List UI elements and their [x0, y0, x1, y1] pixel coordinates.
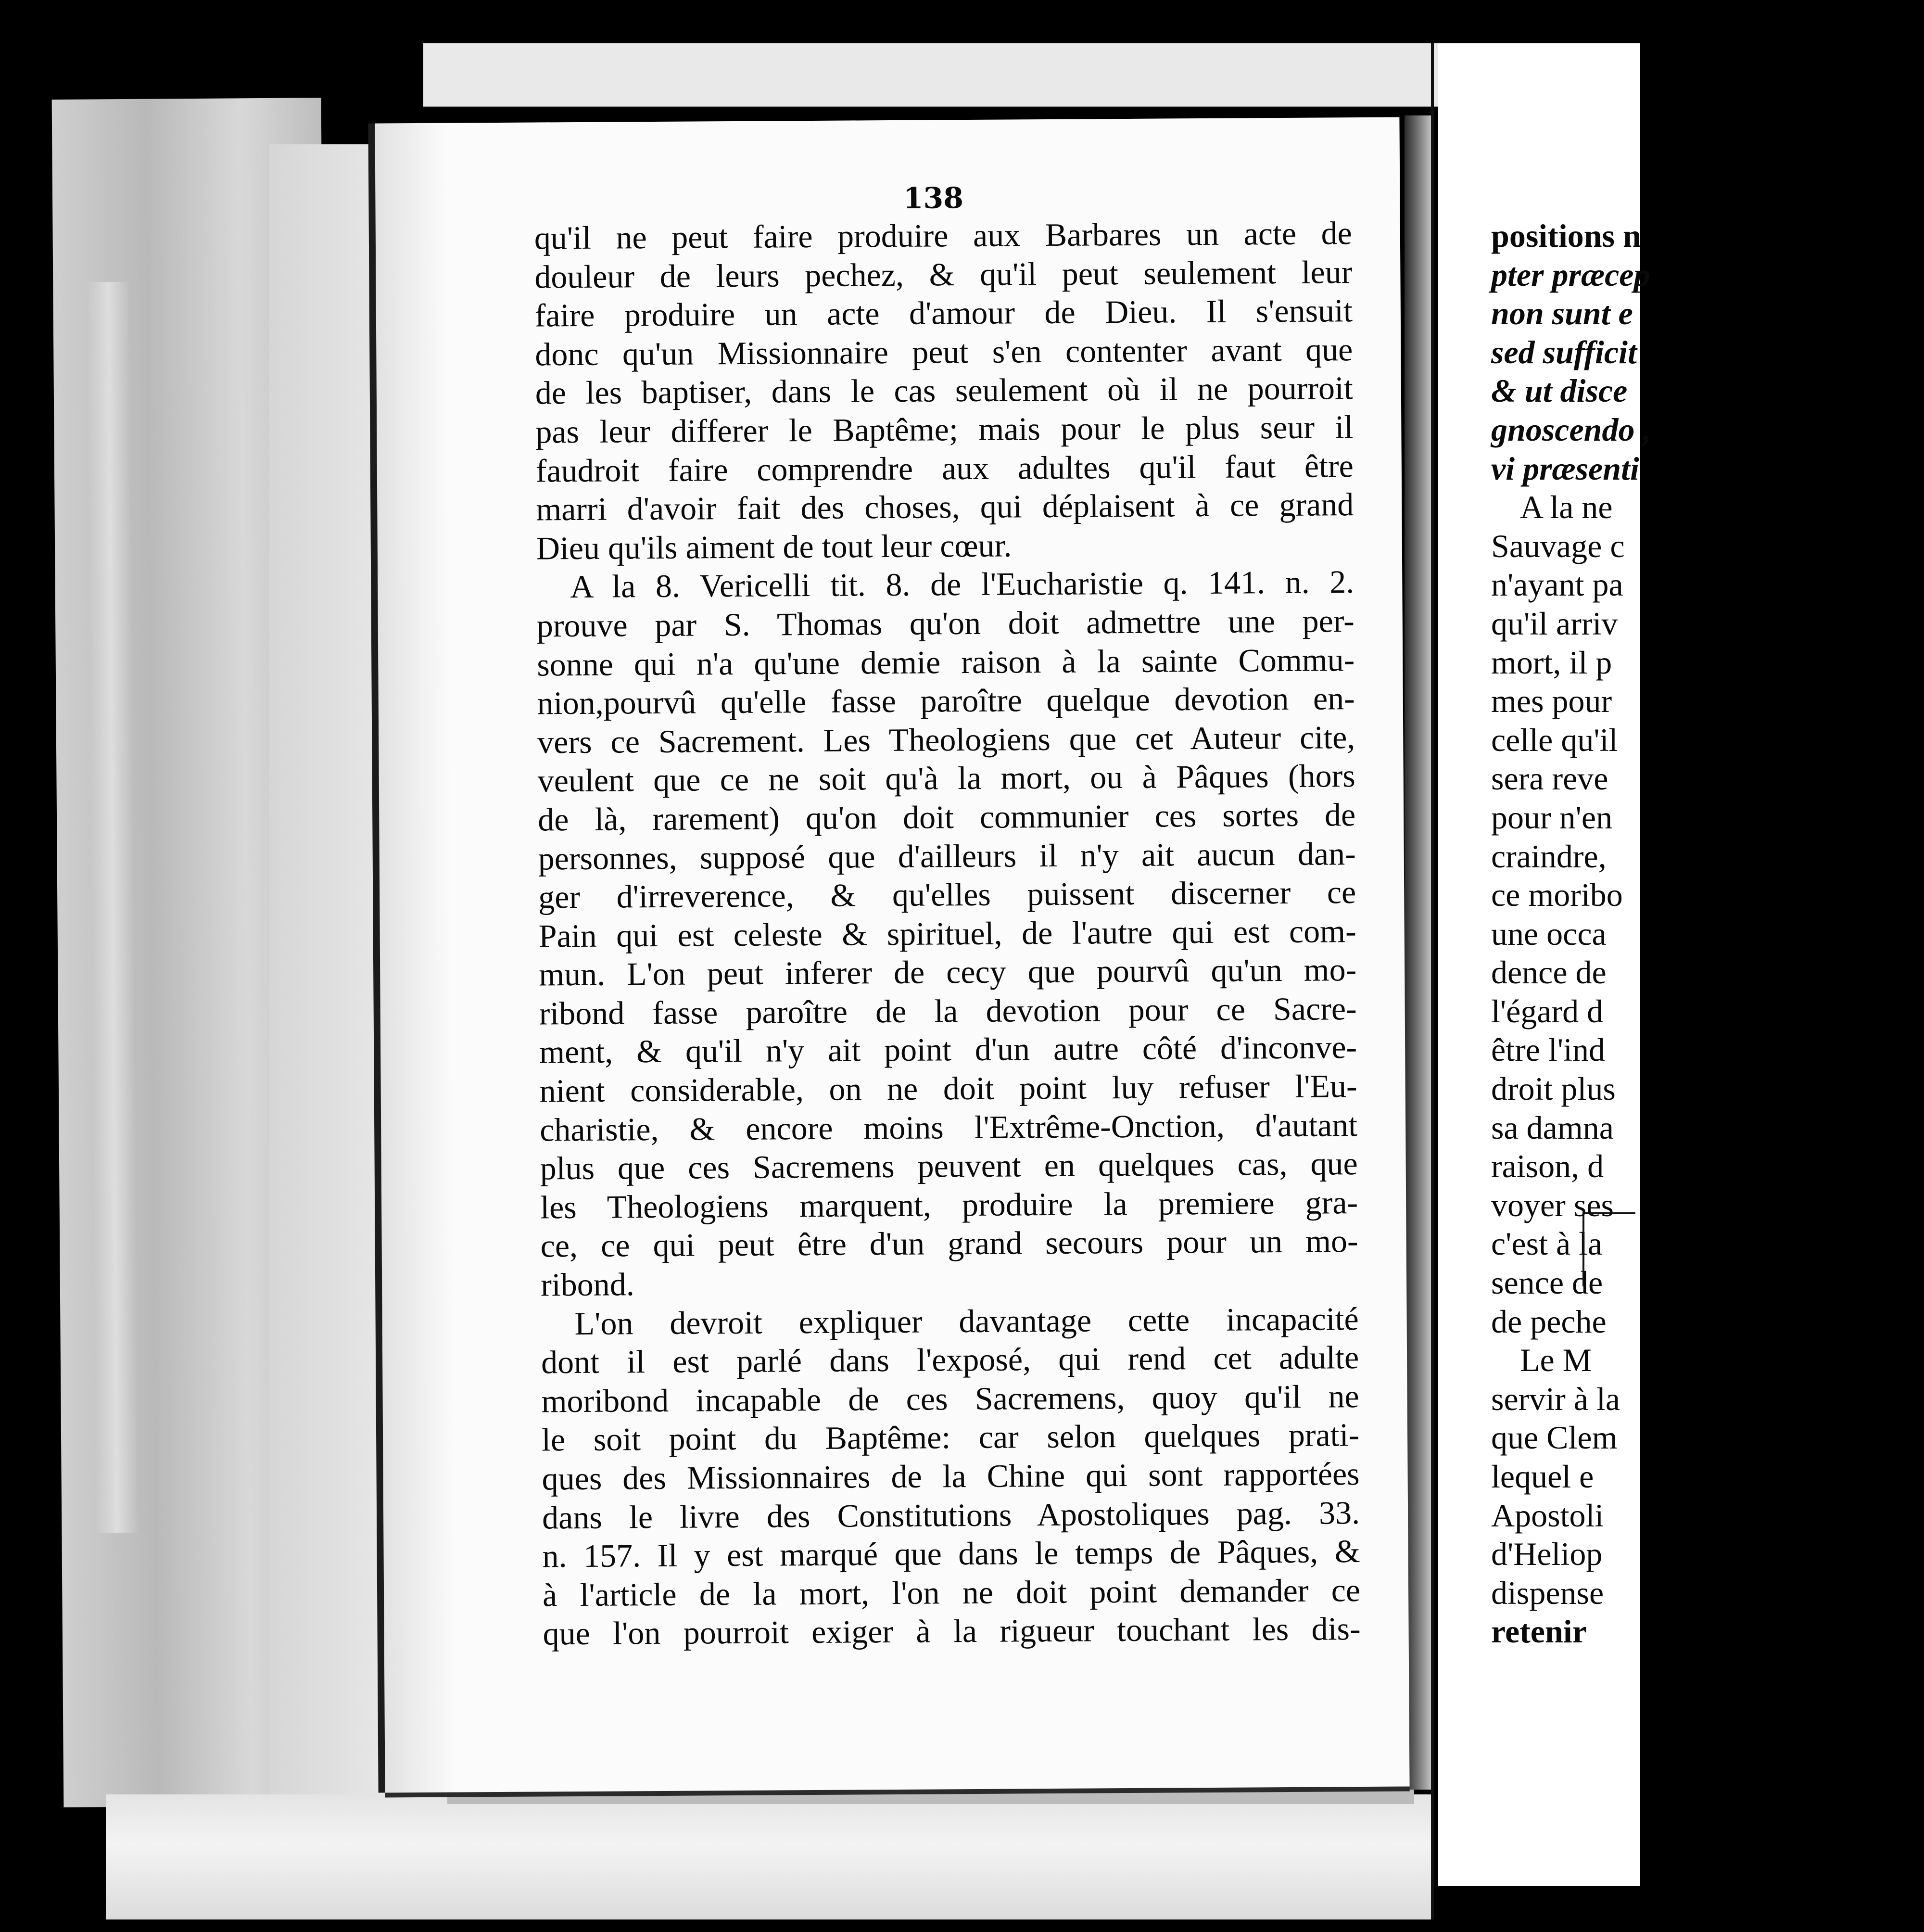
facing-text-line: Sauvage c — [1491, 527, 1625, 564]
facing-text-line: Le M — [1520, 1342, 1592, 1379]
text-line: L'on devroit expliquer davantage cette incapacité — [574, 1300, 1359, 1342]
text-line: plus que ces Sacremens peuvent en quelques cas, que — [540, 1145, 1358, 1187]
facing-text-line: non sunt e — [1491, 295, 1633, 332]
text-line: vers ce Sacrement. Les Theologiens que cet Auteur cite, — [537, 718, 1355, 761]
text-line: ce, ce qui peut être d'un grand secours pour un mo- — [540, 1222, 1358, 1264]
facing-page-fragment — [1443, 120, 1651, 1790]
text-line: pas leur differer le Baptême; mais pour le plus seur il — [535, 408, 1354, 450]
text-line: A la 8. Vericelli tit. 8. de l'Eucharistie q. 141. n. 2. — [570, 563, 1354, 605]
text-line: de les baptiser, dans le cas seulement où il ne pourroit — [535, 369, 1354, 411]
text-line: veulent que ce ne soit qu'à la mort, ou à Pâques (hors — [537, 757, 1355, 799]
facing-text-line: droit plus — [1491, 1070, 1616, 1107]
text-line: les Theologiens marquent, produire la premiere gra- — [540, 1183, 1358, 1226]
facing-text-line: vi præsenti — [1491, 450, 1639, 487]
facing-text-line: une occa — [1491, 915, 1607, 952]
text-line: le soit point du Baptême: car selon quelques prati- — [541, 1416, 1360, 1458]
text-line: dans le livre des Constitutions Apostoliques pag. 33. — [542, 1494, 1360, 1536]
facing-text-line: celle qu'il — [1491, 721, 1618, 758]
facing-text-line: sed sufficit — [1491, 333, 1637, 370]
facing-text-line: craindre, — [1491, 838, 1607, 875]
facing-text-line: l'égard d — [1491, 992, 1604, 1030]
text-line: ribond fasse paroître de la devotion pour ce Sacre- — [539, 990, 1357, 1032]
facing-text-line: pter præcep — [1491, 256, 1650, 293]
facing-text-line: servir à la — [1491, 1380, 1620, 1417]
text-line: ger d'irreverence, & qu'elles puissent discerner ce — [538, 874, 1356, 915]
facing-text-line: raison, d — [1491, 1148, 1604, 1185]
text-line: qu'il ne peut faire produire aux Barbares un acte de — [534, 215, 1353, 256]
text-line: sonne qui n'a qu'une demie raison à la sainte Commu- — [537, 641, 1355, 683]
text-line: ment, & qu'il n'y ait point d'un autre côté d'inconve- — [539, 1029, 1357, 1070]
text-line: moribond incapable de ces Sacremens, quoy qu'il ne — [541, 1377, 1359, 1420]
facing-text-line: d'Heliop — [1491, 1536, 1603, 1573]
text-line: charistie, & encore moins l'Extrême-Onction, d'autant — [539, 1106, 1358, 1148]
text-line: de là, rarement) qu'on doit communier ces sortes de — [538, 796, 1356, 838]
text-line: dont il est parlé dans l'exposé, qui rend cet adulte — [541, 1339, 1359, 1381]
facing-text-line: sa damna — [1491, 1109, 1614, 1146]
text-line: n. 157. Il y est marqué que dans le temps de Pâques, & — [542, 1533, 1360, 1575]
facing-text-line: Apostoli — [1491, 1497, 1604, 1534]
text-line: ques des Missionnaires de la Chine qui sont rapportées — [542, 1455, 1360, 1497]
facing-text-line: sence de — [1491, 1264, 1603, 1301]
facing-text-line: que Clem — [1491, 1419, 1618, 1456]
book-gutter-shadow — [1405, 115, 1433, 1790]
text-line: personnes, supposé que d'ailleurs il n'y ait aucun dan- — [538, 835, 1356, 877]
text-line: que l'on pourroit exiger à la rigueur touchant les dis- — [543, 1610, 1361, 1652]
facing-text-line: lequel e — [1491, 1458, 1594, 1495]
facing-text-line: être l'ind — [1491, 1031, 1605, 1068]
text-line: douleur de leurs pechez, & qu'il peut seulement leur — [534, 253, 1353, 295]
text-line: ribond. — [540, 1266, 634, 1303]
text-line: nient considerable, on ne doit point luy refuser l'Eu- — [539, 1068, 1357, 1109]
text-line: faire produire un acte d'amour de Dieu. Il s'ensuit — [534, 292, 1353, 334]
facing-text-line: mort, il p — [1491, 644, 1612, 681]
facing-text-line: dence de — [1491, 954, 1607, 991]
facing-text-line: positions n — [1491, 217, 1641, 254]
facing-text-line: gnoscendo , — [1491, 411, 1651, 448]
text-line: Dieu qu'ils aiment de tout leur cœur. — [536, 527, 1012, 567]
facing-text-line: voyer ses — [1491, 1186, 1614, 1223]
facing-text-line: dispense — [1491, 1574, 1604, 1611]
facing-text-line: c'est à la — [1491, 1225, 1603, 1262]
text-line: nion,pourvû qu'elle fasse paroître quelque devotion en- — [537, 680, 1355, 722]
facing-page-text — [1491, 216, 1924, 1651]
book-gutter — [1431, 43, 1434, 1919]
text-line: à l'article de la mort, l'on ne doit point demander ce — [542, 1571, 1361, 1614]
facing-text-line: & ut disce — [1491, 372, 1628, 409]
text-line: Pain qui est celeste & spirituel, de l'autre qui est com- — [538, 912, 1356, 954]
facing-text-line: ce moribo — [1491, 877, 1623, 914]
facing-text-line: mes pour — [1491, 683, 1612, 720]
underlying-leaf-top — [423, 43, 1438, 107]
facing-page-rule — [1582, 1212, 1635, 1286]
underlying-leaf-bottom — [106, 1794, 1433, 1919]
page-body-text — [534, 214, 1361, 1653]
facing-text-line: retenir — [1491, 1613, 1587, 1650]
main-page — [375, 117, 1409, 1793]
facing-text-line: de peche — [1491, 1303, 1607, 1340]
facing-text-line: qu'il arriv — [1491, 605, 1618, 642]
facing-text-line: A la ne — [1520, 489, 1613, 526]
text-line: marri d'avoir fait des choses, qui déplaisent à ce grand — [536, 486, 1354, 528]
facing-text-line: sera reve — [1491, 760, 1608, 797]
page-number: 138 — [903, 181, 964, 216]
text-line: mun. L'on peut inferer de cecy que pourvû qu'un mo- — [539, 951, 1357, 993]
text-line: prouve par S. Thomas qu'on doit admettre une per- — [536, 602, 1355, 644]
facing-text-line: n'ayant pa — [1491, 566, 1623, 603]
text-line: faudroit faire comprendre aux adultes qu'il faut être — [535, 447, 1354, 489]
facing-text-line: pour n'en — [1491, 799, 1613, 836]
text-line: donc qu'un Missionnaire peut s'en contenter avant que — [535, 330, 1353, 373]
